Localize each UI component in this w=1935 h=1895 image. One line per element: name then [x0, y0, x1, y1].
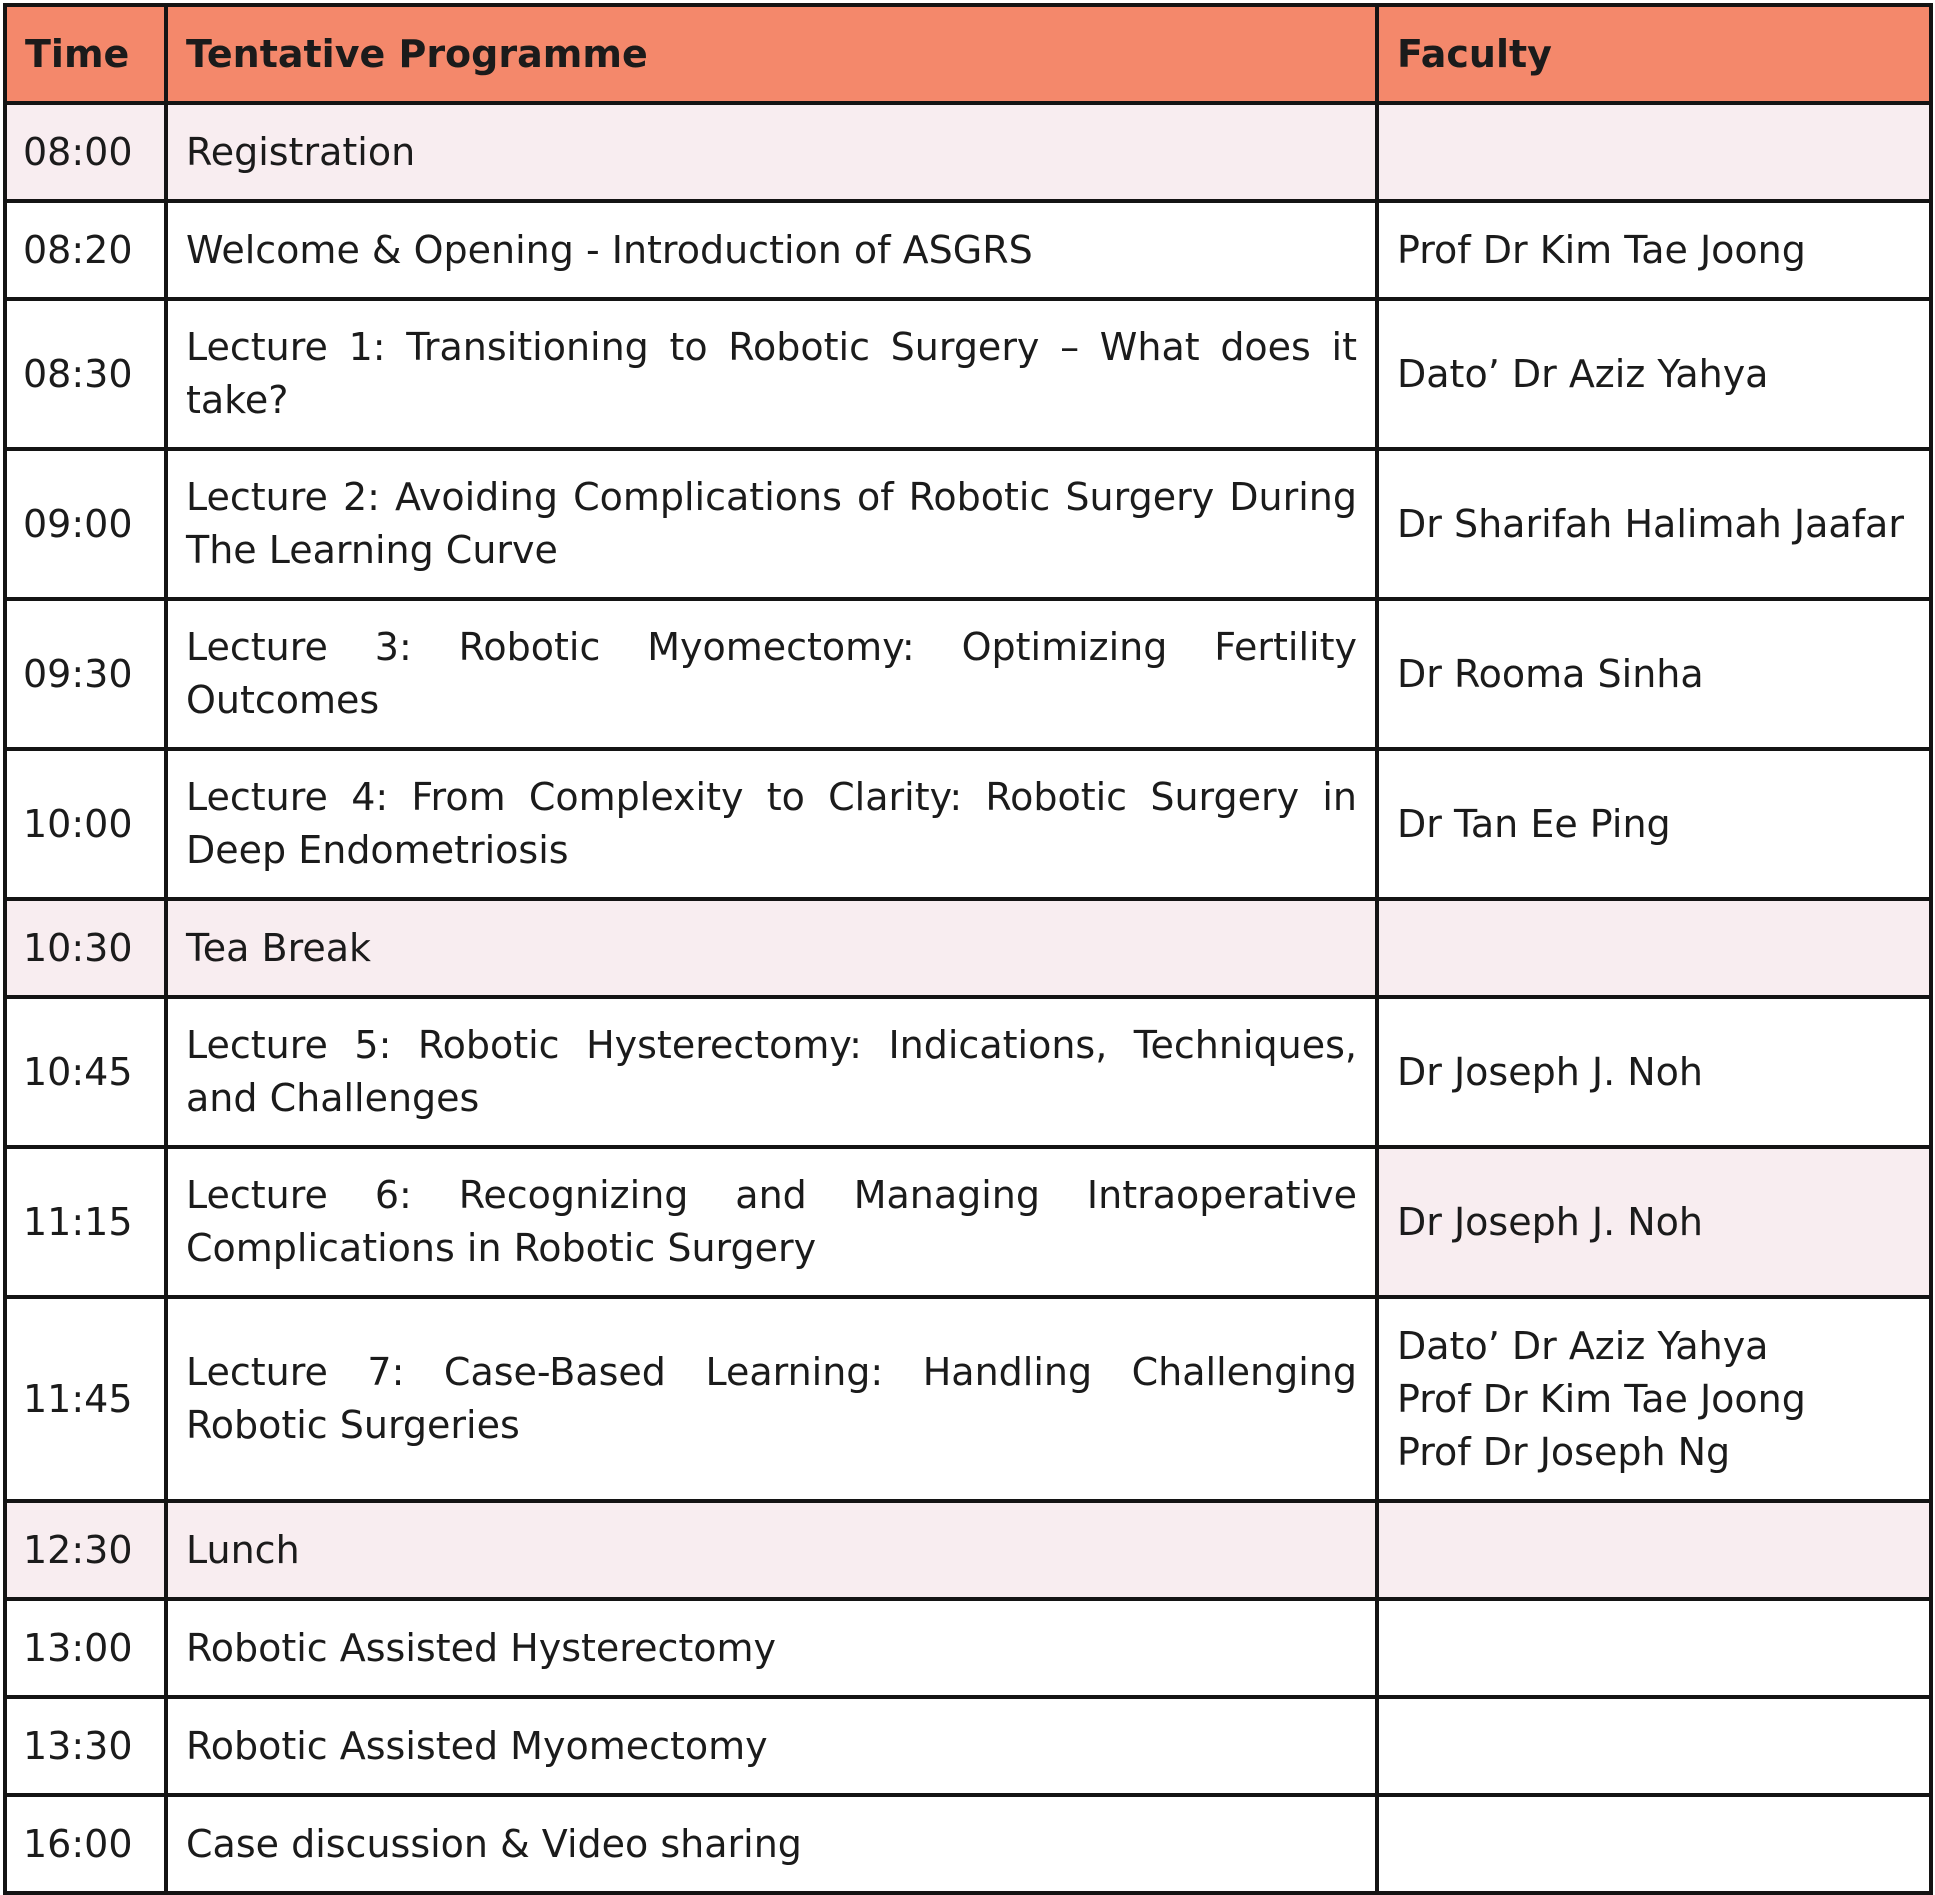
- time-cell: 10:30: [5, 899, 166, 997]
- table-row: [5, 1697, 1931, 1795]
- faculty-name: Dato’ Dr Aziz Yahya: [1397, 1323, 1769, 1368]
- faculty-cell: [1377, 1147, 1931, 1297]
- faculty-name: Dr Joseph J. Noh: [1397, 1049, 1704, 1094]
- faculty-cell: [1377, 1697, 1931, 1795]
- time-cell: 10:00: [5, 749, 166, 899]
- table-row: [5, 103, 1931, 201]
- time-cell: 13:00: [5, 1599, 166, 1697]
- time-cell: 09:00: [5, 449, 166, 599]
- faculty-cell: [1377, 201, 1931, 299]
- programme-cell: Tea Break: [166, 899, 1377, 997]
- programme-cell: Lunch: [166, 1501, 1377, 1599]
- programme-schedule: [3, 3, 1929, 1886]
- faculty-cell: [1377, 997, 1931, 1147]
- programme-cell: Lecture 4: From Complexity to Clarity: Robotic Surgery in Deep Endometriosis: [166, 749, 1377, 899]
- time-cell: 08:00: [5, 103, 166, 201]
- header-faculty: Faculty: [1377, 5, 1931, 103]
- faculty-cell: [1377, 299, 1931, 449]
- programme-cell: Welcome & Opening - Introduction of ASGRS: [166, 201, 1377, 299]
- faculty-cell: [1377, 1297, 1931, 1501]
- time-cell: 09:30: [5, 599, 166, 749]
- table-row: [5, 1147, 1931, 1297]
- programme-cell: Lecture 3: Robotic Myomectomy: Optimizing Fertility Outcomes: [166, 599, 1377, 749]
- programme-cell: Lecture 5: Robotic Hysterectomy: Indications, Techniques, and Challenges: [166, 997, 1377, 1147]
- faculty-name: Prof Dr Joseph Ng: [1397, 1429, 1731, 1474]
- table-row: [5, 997, 1931, 1147]
- table-row: [5, 449, 1931, 599]
- faculty-cell: [1377, 749, 1931, 899]
- schedule-table: [3, 3, 1933, 1895]
- faculty-cell: [1377, 1795, 1931, 1893]
- faculty-cell: [1377, 449, 1931, 599]
- table-row: [5, 1795, 1931, 1893]
- table-row: [5, 1501, 1931, 1599]
- faculty-cell: [1377, 1501, 1931, 1599]
- time-cell: 08:20: [5, 201, 166, 299]
- faculty-cell: [1377, 599, 1931, 749]
- faculty-cell: [1377, 103, 1931, 201]
- time-cell: 11:45: [5, 1297, 166, 1501]
- time-cell: 12:30: [5, 1501, 166, 1599]
- faculty-name: Dato’ Dr Aziz Yahya: [1397, 351, 1769, 396]
- time-cell: 16:00: [5, 1795, 166, 1893]
- time-cell: 13:30: [5, 1697, 166, 1795]
- table-row: [5, 201, 1931, 299]
- programme-cell: Lecture 6: Recognizing and Managing Intraoperative Complications in Robotic Surgery: [166, 1147, 1377, 1297]
- header-time: Time: [5, 5, 166, 103]
- programme-cell: Lecture 2: Avoiding Complications of Robotic Surgery During The Learning Curve: [166, 449, 1377, 599]
- programme-cell: Robotic Assisted Hysterectomy: [166, 1599, 1377, 1697]
- faculty-cell: [1377, 899, 1931, 997]
- table-row: [5, 1599, 1931, 1697]
- programme-cell: Lecture 7: Case-Based Learning: Handling Challenging Robotic Surgeries: [166, 1297, 1377, 1501]
- faculty-name: Prof Dr Kim Tae Joong: [1397, 227, 1806, 272]
- faculty-name: Dr Joseph J. Noh: [1397, 1199, 1704, 1244]
- programme-cell: Case discussion & Video sharing: [166, 1795, 1377, 1893]
- faculty-name: Dr Tan Ee Ping: [1397, 801, 1671, 846]
- header-programme: Tentative Programme: [166, 5, 1377, 103]
- header-row: [5, 5, 1931, 103]
- table-row: [5, 1297, 1931, 1501]
- faculty-name: Prof Dr Kim Tae Joong: [1397, 1376, 1806, 1421]
- faculty-name: Dr Rooma Sinha: [1397, 651, 1704, 696]
- table-row: [5, 899, 1931, 997]
- faculty-cell: [1377, 1599, 1931, 1697]
- table-row: [5, 299, 1931, 449]
- table-row: [5, 599, 1931, 749]
- table-row: [5, 749, 1931, 899]
- faculty-name: Dr Sharifah Halimah Jaafar: [1397, 501, 1904, 546]
- programme-cell: Robotic Assisted Myomectomy: [166, 1697, 1377, 1795]
- time-cell: 08:30: [5, 299, 166, 449]
- programme-cell: Lecture 1: Transitioning to Robotic Surgery – What does it take?: [166, 299, 1377, 449]
- programme-cell: Registration: [166, 103, 1377, 201]
- time-cell: 10:45: [5, 997, 166, 1147]
- time-cell: 11:15: [5, 1147, 166, 1297]
